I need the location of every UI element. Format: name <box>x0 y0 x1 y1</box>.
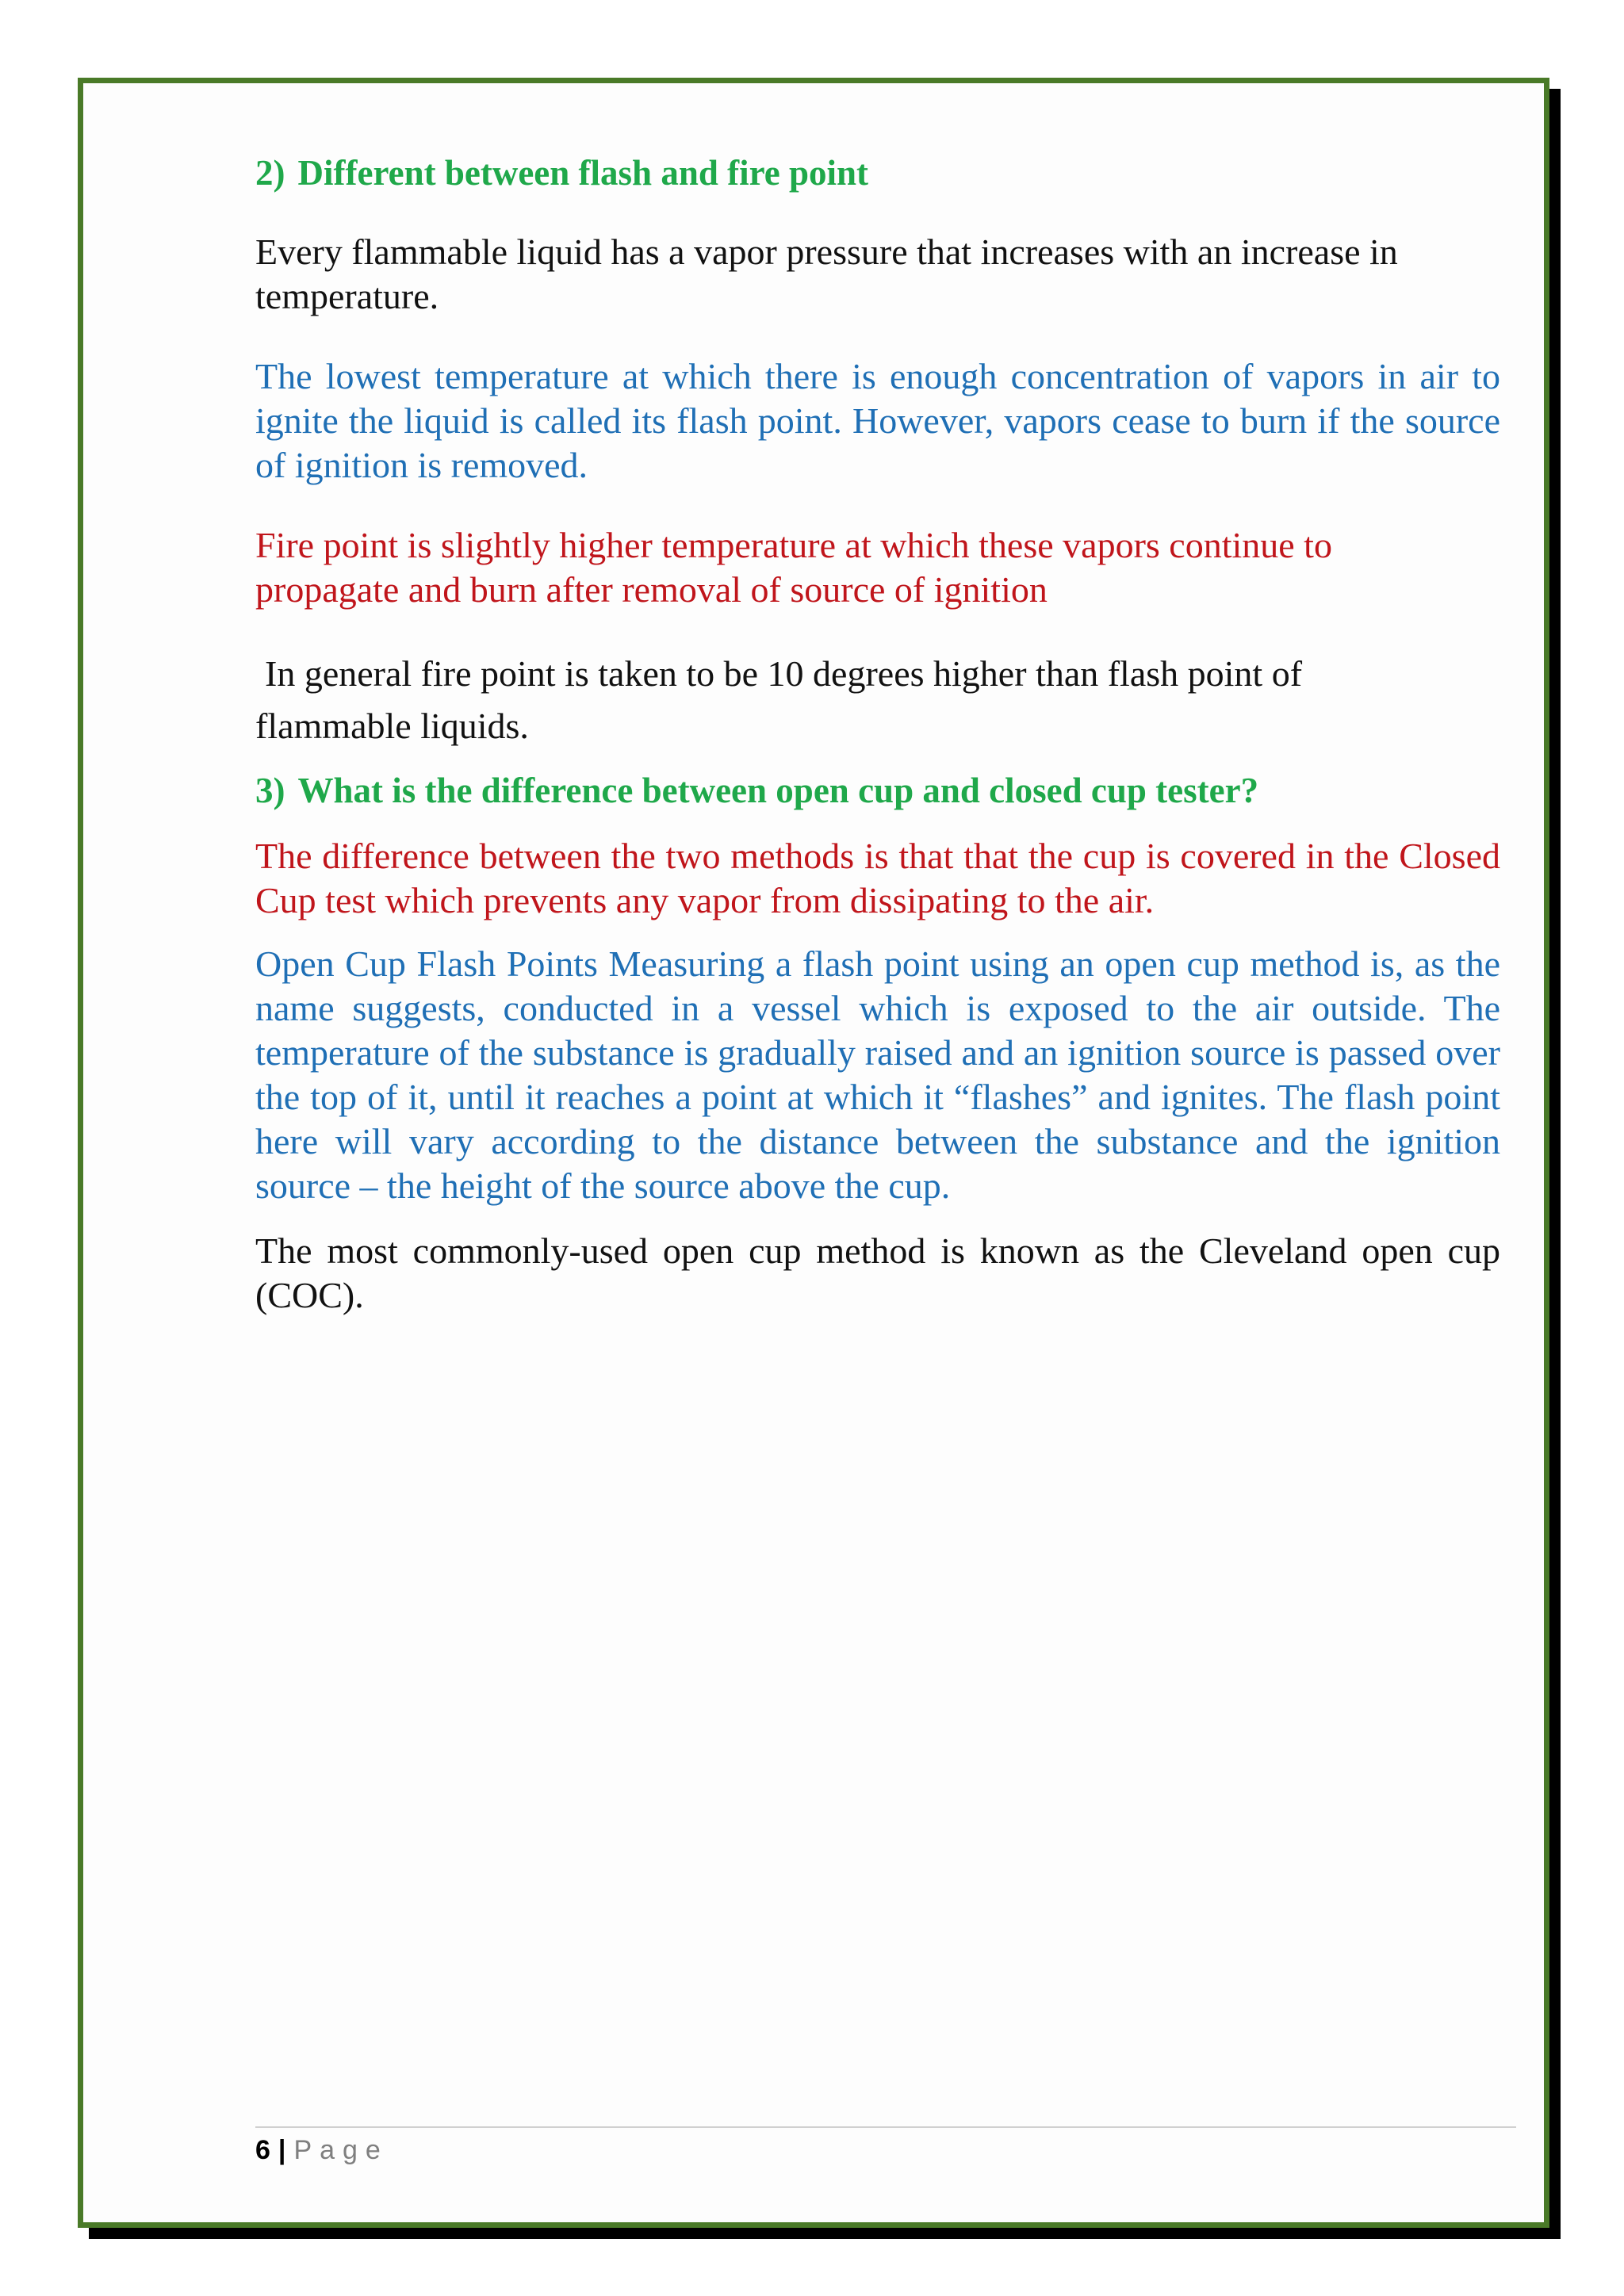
section-2-title: Different between flash and fire point <box>297 153 869 193</box>
section-2-paragraph-4: In general fire point is taken to be 10 degrees higher than flash point of flammable liquids. <box>255 653 1303 747</box>
page-footer <box>255 2133 389 2168</box>
section-3-heading <box>255 768 1500 813</box>
footer-separator: | <box>278 2135 286 2165</box>
section-3-paragraph-2: Open Cup Flash Points Measuring a flash point using an open cup method is, as the name suggests, conducted in a vessel which is exposed to the air outside. The temperature of the substance is gradually raised and an ignition source is passed over the top of it, until it reaches a point at which it “flashes” and ignites. The flash point here will vary according to the distance between the substance and the ignition source – the height of the source above the cup. <box>255 943 1500 1206</box>
footer-divider <box>255 2126 1516 2128</box>
section-3-paragraph-1: The difference between the two methods is that that the cup is covered in the Closed Cup test which prevents any vapor from dissipating to the air. <box>255 835 1500 920</box>
section-2-paragraph-1: Every flammable liquid has a vapor pressure that increases with an increase in temperature. <box>255 232 1398 317</box>
page-label: Page <box>293 2135 389 2165</box>
page-content <box>255 151 1500 1318</box>
page-number: 6 <box>255 2135 270 2165</box>
section-3-title: What is the difference between open cup and closed cup tester? <box>297 771 1259 811</box>
section-2-heading <box>255 151 1500 195</box>
section-3-number: 3) <box>255 771 285 811</box>
section-2-paragraph-3: Fire point is slightly higher temperature at which these vapors continue to propagate and burn after removal of source of ignition <box>255 525 1332 610</box>
section-2-number: 2) <box>255 153 285 193</box>
section-2-paragraph-2: The lowest temperature at which there is enough concentration of vapors in air to ignite the liquid is called its flash point. However, vapors cease to burn if the source of ignition is removed. <box>255 356 1500 486</box>
section-3-paragraph-3: The most commonly-used open cup method is known as the Cleveland open cup (COC). <box>255 1230 1500 1315</box>
